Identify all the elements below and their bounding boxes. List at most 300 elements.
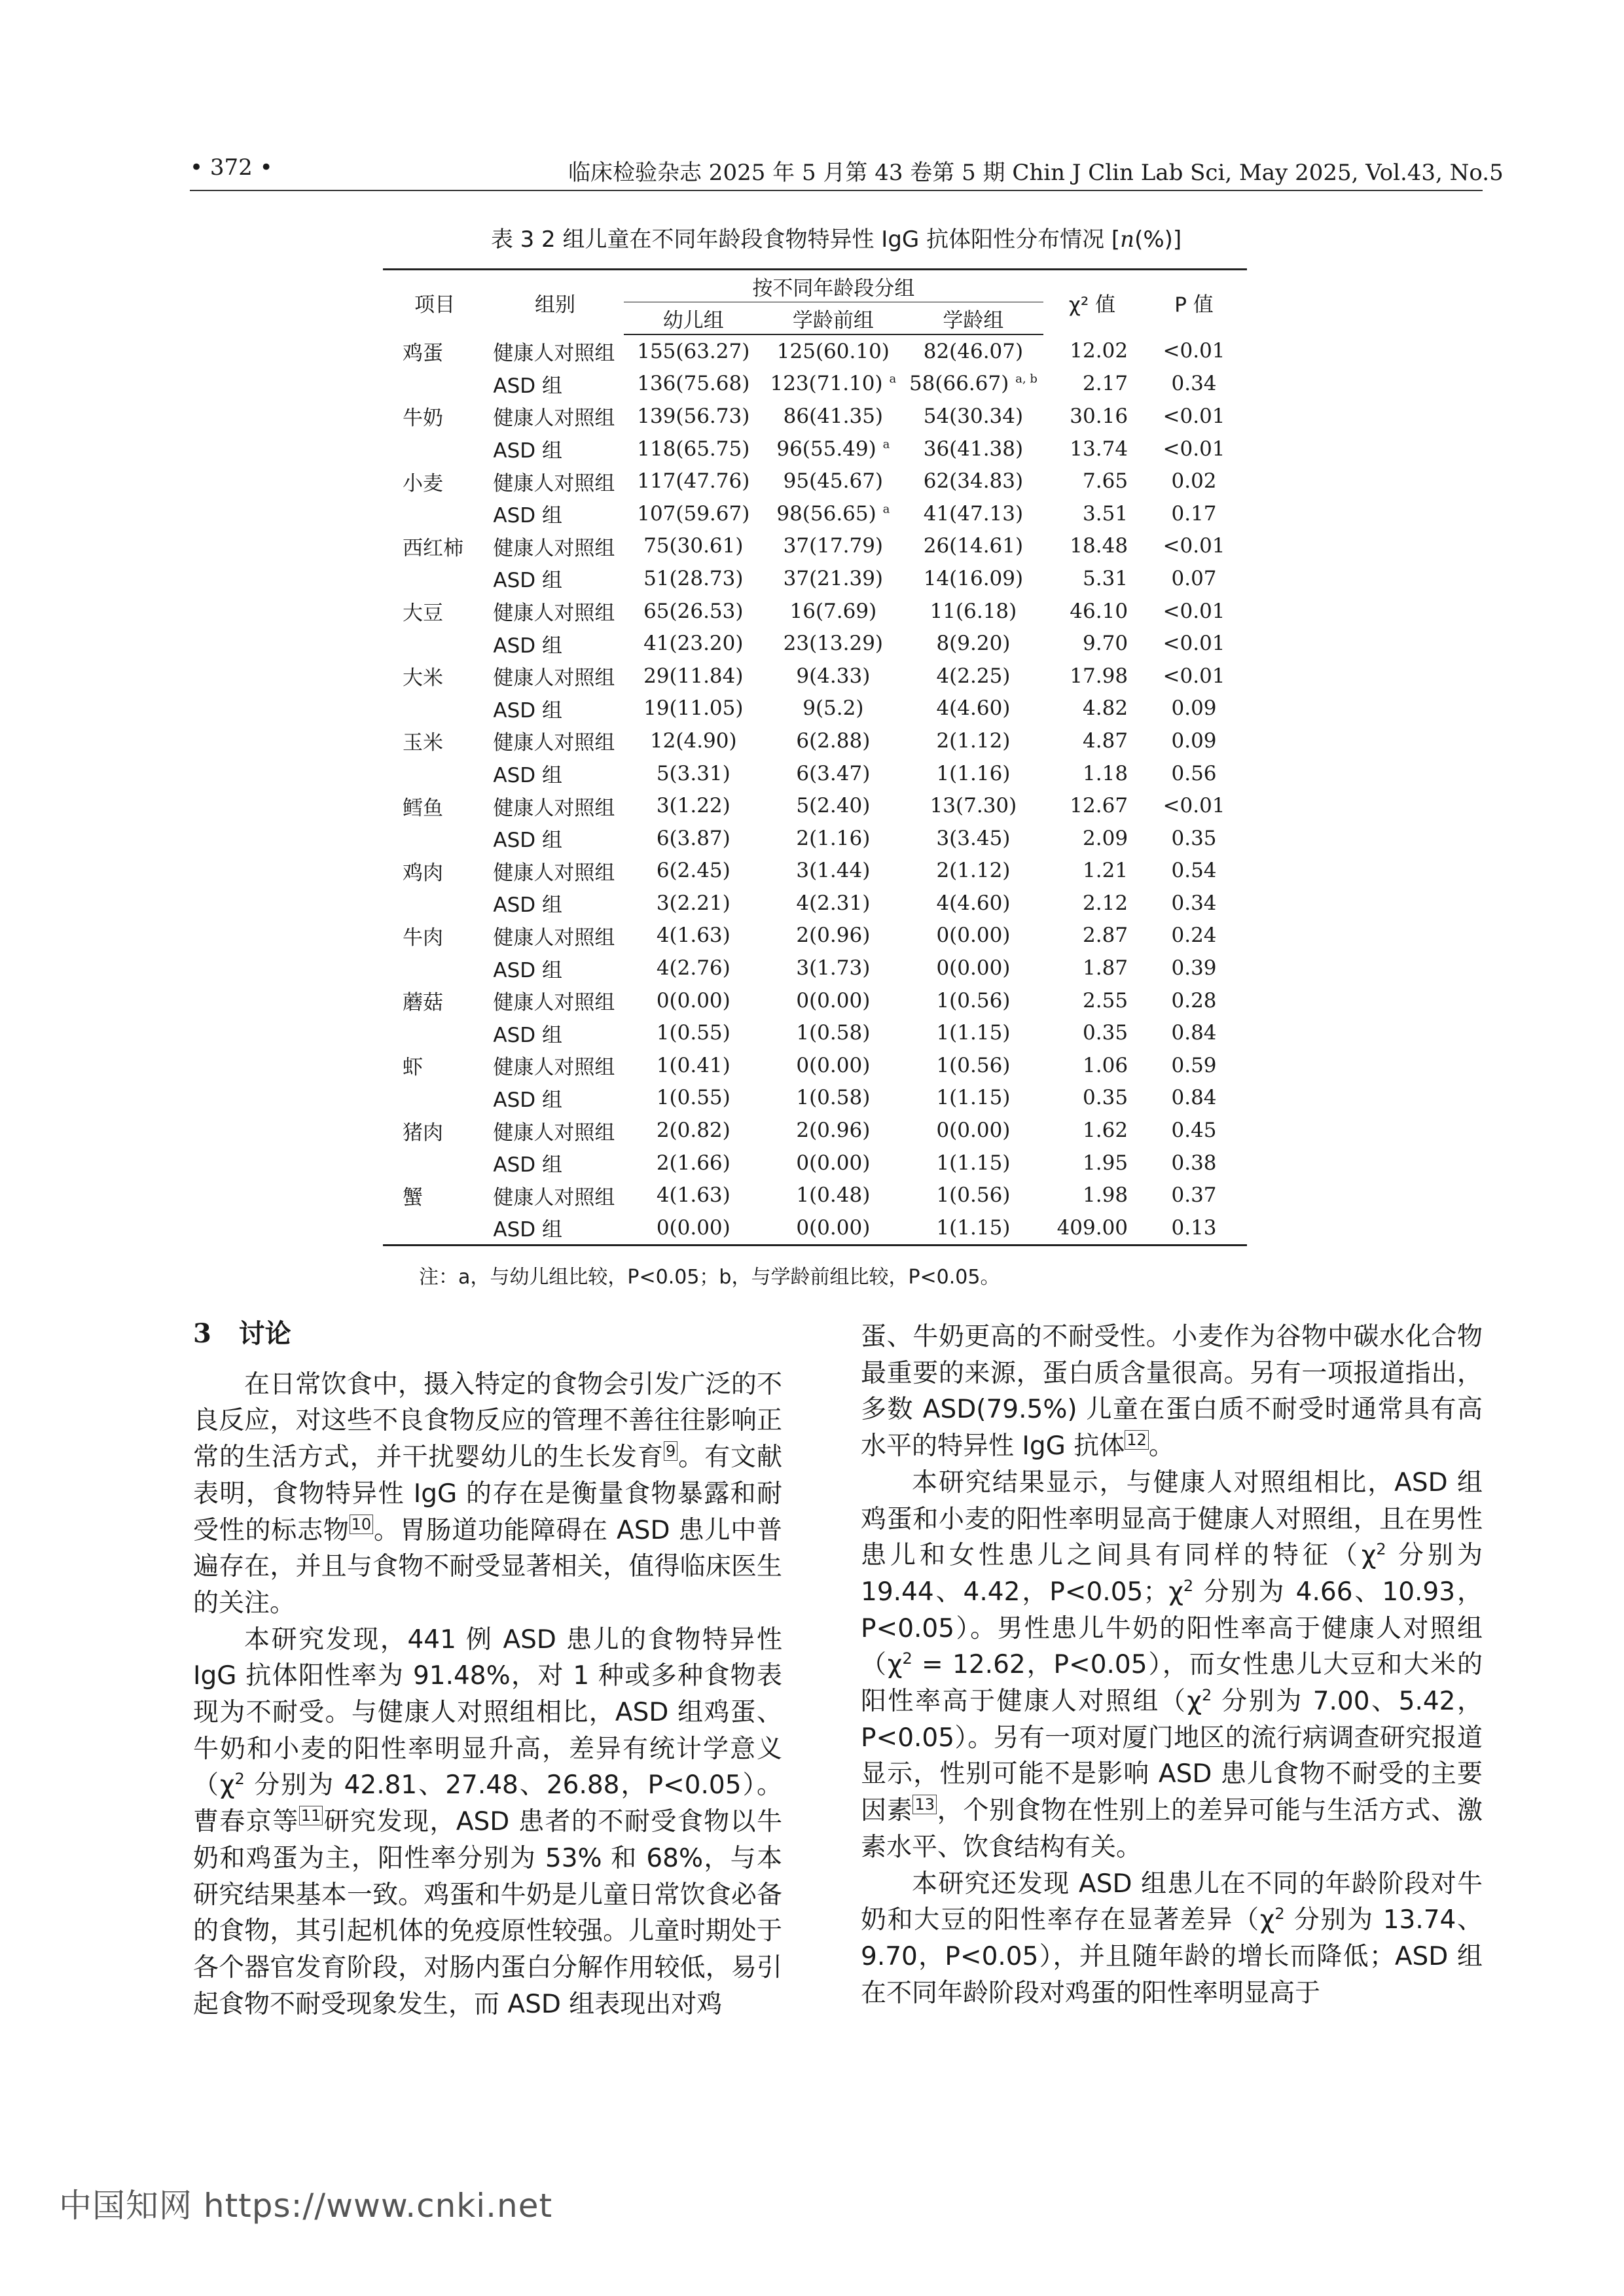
cell-group <box>486 1082 623 1115</box>
cell-preschool <box>763 789 903 822</box>
cell-school-value: 1(0.56) <box>936 1053 1011 1077</box>
cell-chi-square-value: 12.67 <box>1070 794 1128 818</box>
cell-chi-square <box>1043 1179 1141 1211</box>
citation-11[interactable]: 11 <box>299 1806 323 1825</box>
cell-school <box>903 725 1043 757</box>
cell-chi-square-value: 1.98 <box>1083 1183 1128 1208</box>
cell-group <box>486 1211 623 1245</box>
cell-p-value-value: 0.02 <box>1171 469 1217 493</box>
r2-text-d: = 12.62，P<0.05），而女性患儿大豆和大米的阳性率高于健康人对照组（χ <box>861 1650 1483 1717</box>
cell-group-value: 健康人对照组 <box>493 666 615 691</box>
cell-school <box>903 400 1043 433</box>
paragraph-r3 <box>861 1866 1483 2012</box>
cell-school <box>903 1016 1043 1049</box>
cell-toddler-value: 29(11.84) <box>643 664 744 688</box>
cell-p-value <box>1141 920 1247 952</box>
r3-text-b: 分别为 13.74、9.70，P<0.05），并且随年龄的增长而降低；ASD 组在不同年龄阶段对鸡蛋的阳性率明显高于 <box>861 1905 1483 2008</box>
cell-chi-square <box>1043 1211 1141 1245</box>
cell-p-value-value: 0.09 <box>1171 728 1217 753</box>
cell-toddler <box>624 562 763 595</box>
table-row <box>383 757 1247 790</box>
cell-chi-square <box>1043 725 1141 757</box>
header-item: 项目 <box>383 270 486 335</box>
cell-preschool-value: 23(13.29) <box>783 632 884 656</box>
r1-text-b: 。 <box>1148 1431 1174 1462</box>
cell-p-value <box>1141 334 1247 368</box>
cell-preschool <box>763 920 903 952</box>
cell-group-value: ASD 组 <box>493 374 562 398</box>
cell-group-value: ASD 组 <box>493 1153 562 1177</box>
cell-toddler-value: 139(56.73) <box>637 404 750 428</box>
cell-toddler-value: 118(65.75) <box>637 437 750 461</box>
cell-group-value: 健康人对照组 <box>493 1121 615 1145</box>
cell-preschool-value: 0(0.00) <box>796 988 871 1013</box>
cell-group-value: 健康人对照组 <box>493 991 615 1015</box>
cell-group-value: ASD 组 <box>493 569 562 593</box>
cell-group-value: 健康人对照组 <box>493 341 615 365</box>
cell-chi-square-value: 13.74 <box>1070 437 1128 461</box>
cell-chi-square <box>1043 433 1141 465</box>
cell-item <box>383 465 486 497</box>
superscript-2: 2 <box>1274 1905 1285 1924</box>
cell-preschool <box>763 1016 903 1049</box>
cell-p-value-value: 0.24 <box>1171 924 1217 948</box>
cell-group <box>486 692 623 725</box>
cell-preschool <box>763 952 903 984</box>
cell-preschool-value: 3(1.73) <box>796 956 871 980</box>
cell-preschool-value: 86(41.35) <box>783 404 884 428</box>
cell-preschool <box>763 530 903 563</box>
table-row <box>383 725 1247 757</box>
cell-chi-square <box>1043 595 1141 628</box>
cell-item-value: 鸡蛋 <box>403 341 443 365</box>
cell-toddler-value: 5(3.31) <box>656 761 731 785</box>
cell-p-value-value: <0.01 <box>1163 599 1225 623</box>
cell-chi-square <box>1043 1082 1141 1115</box>
cell-group <box>486 1179 623 1211</box>
cell-p-value <box>1141 1179 1247 1211</box>
cell-toddler <box>624 692 763 725</box>
cell-chi-square <box>1043 1016 1141 1049</box>
cell-school <box>903 1211 1043 1245</box>
cell-item <box>383 660 486 692</box>
cell-preschool <box>763 433 903 465</box>
cell-toddler <box>624 1147 763 1179</box>
cell-chi-square-value: 1.87 <box>1083 956 1128 980</box>
cell-chi-square-value: 4.82 <box>1083 696 1128 721</box>
cell-school-value: 14(16.09) <box>923 566 1024 590</box>
cell-preschool-value: 1(0.48) <box>796 1183 871 1208</box>
cell-item-value: 牛肉 <box>403 925 443 950</box>
cell-chi-square <box>1043 757 1141 790</box>
cell-school <box>903 530 1043 563</box>
cell-item <box>383 1016 486 1049</box>
cell-preschool <box>763 368 903 401</box>
cell-group <box>486 757 623 790</box>
cell-school-value: 0(0.00) <box>936 924 1011 948</box>
citation-12[interactable]: 12 <box>1125 1430 1149 1450</box>
cell-item-value: 蘑菇 <box>403 991 443 1015</box>
cell-school <box>903 692 1043 725</box>
cell-chi-square <box>1043 530 1141 563</box>
cell-preschool-value: 125(60.10) <box>776 339 890 363</box>
cell-chi-square <box>1043 855 1141 888</box>
table-title-prefix: 表 3 2 组儿童在不同年龄段食物特异性 IgG 抗体阳性分布情况 [ <box>490 226 1121 253</box>
cell-item-value: 牛奶 <box>403 406 443 431</box>
cell-item <box>383 497 486 530</box>
cell-toddler-value: 2(0.82) <box>656 1119 731 1143</box>
cell-toddler-value: 1(0.55) <box>656 1086 731 1110</box>
cell-preschool <box>763 1147 903 1179</box>
cell-p-value-value: 0.07 <box>1171 566 1217 590</box>
cell-toddler-value: 4(2.76) <box>656 956 731 980</box>
cell-item-value: 鳕鱼 <box>403 796 443 820</box>
cell-school-value: 41(47.13) <box>923 501 1024 526</box>
cell-toddler <box>624 465 763 497</box>
cell-p-value <box>1141 1114 1247 1147</box>
significance-mark: a <box>889 372 897 387</box>
r2-text-f: ，个别食物在性别上的差异可能与生活方式、激素水平、饮食结构有关。 <box>861 1796 1483 1862</box>
p1-text-a: 在日常饮食中，摄入特定的食物会引发广泛的不良反应，对这些不良食物反应的管理不善往往影响正常的生活方式，并干扰婴幼儿的生长发育 <box>193 1369 782 1473</box>
cell-item <box>383 595 486 628</box>
cell-group-value: ASD 组 <box>493 764 562 788</box>
superscript-2: 2 <box>234 1770 245 1789</box>
cell-toddler-value: 51(28.73) <box>643 566 744 590</box>
superscript-2: 2 <box>902 1649 912 1668</box>
cell-p-value-value: 0.56 <box>1171 761 1217 785</box>
cell-p-value <box>1141 530 1247 563</box>
cell-chi-square-value: 0.35 <box>1083 1086 1128 1110</box>
cell-group <box>486 984 623 1017</box>
cell-chi-square-value: 3.51 <box>1083 501 1128 526</box>
page-number: • 372 • <box>190 154 273 181</box>
cell-p-value-value: 0.34 <box>1171 891 1217 915</box>
cell-group-value: 健康人对照组 <box>493 796 615 820</box>
cell-p-value-value: 0.38 <box>1171 1151 1217 1175</box>
cell-item <box>383 1179 486 1211</box>
cell-chi-square <box>1043 497 1141 530</box>
cell-chi-square-value: 2.17 <box>1083 372 1128 396</box>
table-title-n: n <box>1120 226 1135 253</box>
cell-p-value <box>1141 757 1247 790</box>
cell-group <box>486 1147 623 1179</box>
cell-school <box>903 465 1043 497</box>
cell-school <box>903 497 1043 530</box>
cell-group-value: 健康人对照组 <box>493 925 615 950</box>
cell-toddler <box>624 984 763 1017</box>
cell-item <box>383 530 486 563</box>
table-row <box>383 887 1247 920</box>
cell-group <box>486 789 623 822</box>
cell-group-value: 健康人对照组 <box>493 1185 615 1210</box>
cell-p-value <box>1141 660 1247 692</box>
table-row <box>383 984 1247 1017</box>
cell-group <box>486 822 623 855</box>
cell-item-value: 小麦 <box>403 471 443 495</box>
cell-group <box>486 627 623 660</box>
cell-chi-square <box>1043 920 1141 952</box>
cell-school-value: 1(1.15) <box>936 1021 1011 1045</box>
cell-item <box>383 433 486 465</box>
cell-group-value: ASD 组 <box>493 1023 562 1047</box>
cell-toddler <box>624 368 763 401</box>
cell-p-value <box>1141 725 1247 757</box>
cell-p-value <box>1141 984 1247 1017</box>
header-school: 学龄组 <box>903 302 1043 335</box>
cell-item-value: 西红柿 <box>403 536 463 560</box>
cell-chi-square <box>1043 887 1141 920</box>
r2-text-c: 分别为 4.66、10.93，P<0.05）。男性患儿牛奶的阳性率高于健康人对照组（χ <box>861 1577 1483 1680</box>
cell-p-value-value: 0.45 <box>1171 1119 1217 1143</box>
cell-toddler-value: 1(0.41) <box>656 1053 731 1077</box>
cell-toddler-value: 2(1.66) <box>656 1151 731 1175</box>
cell-preschool-value: 123(71.10) <box>770 372 883 396</box>
cell-group-value: 健康人对照组 <box>493 861 615 885</box>
cell-group-value: 健康人对照组 <box>493 471 615 495</box>
cell-school-value: 54(30.34) <box>923 404 1024 428</box>
cell-preschool <box>763 400 903 433</box>
left-column <box>193 1316 782 2022</box>
cell-preschool-value: 1(0.58) <box>796 1086 871 1110</box>
cell-school <box>903 1114 1043 1147</box>
table-note: 注：a，与幼儿组比较，P<0.05；b，与学龄前组比较，P<0.05。 <box>419 1266 1000 1289</box>
cell-group <box>486 887 623 920</box>
cell-toddler-value: 155(63.27) <box>637 339 750 363</box>
cell-chi-square-value: 1.21 <box>1083 859 1128 883</box>
cell-group-value: 健康人对照组 <box>493 536 615 560</box>
cell-p-value <box>1141 1049 1247 1082</box>
cell-preschool-value: 2(1.16) <box>796 826 871 850</box>
cell-group-value: ASD 组 <box>493 958 562 982</box>
cell-toddler <box>624 433 763 465</box>
cell-school <box>903 887 1043 920</box>
cell-item <box>383 725 486 757</box>
cell-chi-square <box>1043 789 1141 822</box>
cell-toddler <box>624 757 763 790</box>
cell-preschool <box>763 660 903 692</box>
cell-group <box>486 660 623 692</box>
cell-chi-square <box>1043 952 1141 984</box>
cell-toddler-value: 1(0.55) <box>656 1021 731 1045</box>
cell-preschool <box>763 1211 903 1245</box>
cell-p-value-value: 0.28 <box>1171 988 1217 1013</box>
cell-school-value: 3(3.45) <box>936 826 1011 850</box>
cell-school-value: 58(66.67) <box>909 372 1009 396</box>
cell-p-value-value: 0.09 <box>1171 696 1217 721</box>
citation-13[interactable]: 13 <box>912 1795 937 1814</box>
cell-item <box>383 1114 486 1147</box>
cell-item <box>383 887 486 920</box>
cell-group-value: 健康人对照组 <box>493 601 615 626</box>
section-title: 讨论 <box>238 1318 291 1349</box>
table-row <box>383 334 1247 368</box>
cell-school <box>903 920 1043 952</box>
cell-chi-square <box>1043 334 1141 368</box>
table-row <box>383 368 1247 401</box>
table-row <box>383 562 1247 595</box>
cell-toddler-value: 4(1.63) <box>656 1183 731 1208</box>
paragraph-r1 <box>861 1319 1483 1465</box>
cell-preschool-value: 96(55.49) <box>776 437 876 461</box>
cell-school <box>903 1049 1043 1082</box>
cell-chi-square-value: 4.87 <box>1083 728 1128 753</box>
table-row <box>383 400 1247 433</box>
cell-school <box>903 562 1043 595</box>
cell-school-value: 4(4.60) <box>936 696 1011 721</box>
cell-p-value-value: <0.01 <box>1163 437 1225 461</box>
header-p-value: P 值 <box>1141 270 1247 335</box>
cell-group-value: ASD 组 <box>493 1088 562 1112</box>
cell-preschool <box>763 757 903 790</box>
cell-school-value: 1(0.56) <box>936 988 1011 1013</box>
cell-p-value-value: <0.01 <box>1163 404 1225 428</box>
r2-text-a: 本研究结果显示，与健康人对照组相比，ASD 组鸡蛋和小麦的阳性率明显高于健康人对照组，且在男性患儿和女性患儿之间具有同样的特征（χ <box>861 1467 1483 1571</box>
cell-preschool <box>763 984 903 1017</box>
cell-p-value-value: <0.01 <box>1163 794 1225 818</box>
cell-item <box>383 952 486 984</box>
cell-toddler <box>624 1082 763 1115</box>
cell-p-value-value: 0.17 <box>1171 501 1217 526</box>
cell-chi-square <box>1043 660 1141 692</box>
cell-item-value: 蟹 <box>403 1185 423 1210</box>
cell-preschool-value: 37(17.79) <box>783 534 884 558</box>
cell-group-value: ASD 组 <box>493 504 562 528</box>
table-row <box>383 1147 1247 1179</box>
cell-toddler-value: 41(23.20) <box>643 632 744 656</box>
cell-school <box>903 757 1043 790</box>
paragraph-r2 <box>861 1465 1483 1866</box>
cell-p-value <box>1141 822 1247 855</box>
cell-toddler-value: 3(1.22) <box>656 794 731 818</box>
cell-school-value: 4(2.25) <box>936 664 1011 688</box>
cell-preschool-value: 98(56.65) <box>776 501 876 526</box>
cell-school-value: 62(34.83) <box>923 469 1024 493</box>
cell-school <box>903 1082 1043 1115</box>
header-rule <box>190 190 1483 191</box>
cell-p-value <box>1141 595 1247 628</box>
r2-text-e: 分别为 7.00、5.42，P<0.05）。另有一项对厦门地区的流行病调查研究报道显示，性别可能不是影响 ASD 患儿食物不耐受的主要因素 <box>861 1687 1483 1826</box>
p1-text-b: 。有文献表明，食物特异性 IgG 的存在是衡量食物暴露和耐受性的标志物 <box>193 1443 782 1545</box>
paragraph-1 <box>193 1367 782 1622</box>
cell-group-value: 健康人对照组 <box>493 1056 615 1080</box>
cell-item <box>383 1211 486 1245</box>
cell-toddler <box>624 887 763 920</box>
cell-school-value: 26(14.61) <box>923 534 1024 558</box>
significance-mark: a <box>882 437 890 452</box>
cell-toddler-value: 12(4.90) <box>649 728 737 753</box>
cell-chi-square-value: 18.48 <box>1070 534 1128 558</box>
cell-toddler <box>624 1114 763 1147</box>
paragraph-2 <box>193 1622 782 2023</box>
cell-p-value <box>1141 400 1247 433</box>
right-column <box>861 1319 1483 2011</box>
cell-p-value <box>1141 465 1247 497</box>
cell-group-value: ASD 组 <box>493 439 562 463</box>
p2-text-a: 本研究发现，441 例 ASD 患儿的食物特异性 IgG 抗体阳性率为 91.48%，对 1 种或多种食物表现为不耐受。与健康人对照组相比，ASD 组鸡蛋、牛奶和小麦的阳性率明显升高，差异有统计学意义（χ <box>193 1624 782 1801</box>
cell-toddler-value: 4(1.63) <box>656 924 731 948</box>
citation-9[interactable]: 9 <box>664 1441 677 1461</box>
cell-school <box>903 334 1043 368</box>
cell-group <box>486 1114 623 1147</box>
cell-toddler-value: 6(3.87) <box>656 826 731 850</box>
cell-preschool-value: 6(3.47) <box>796 761 871 785</box>
cell-chi-square <box>1043 627 1141 660</box>
cell-school <box>903 660 1043 692</box>
cell-chi-square-value: 9.70 <box>1083 632 1128 656</box>
cell-chi-square-value: 1.62 <box>1083 1119 1128 1143</box>
citation-10[interactable]: 10 <box>350 1515 374 1534</box>
cell-group <box>486 400 623 433</box>
cell-group <box>486 334 623 368</box>
r2-text-b: 分别为 19.44、4.42，P<0.05；χ <box>861 1541 1483 1607</box>
table-title <box>190 221 1483 253</box>
cell-item <box>383 920 486 952</box>
cell-toddler <box>624 952 763 984</box>
cell-toddler-value: 3(2.21) <box>656 891 731 915</box>
cell-item <box>383 1049 486 1082</box>
cell-toddler-value: 0(0.00) <box>656 988 731 1013</box>
cell-group <box>486 595 623 628</box>
cell-p-value <box>1141 952 1247 984</box>
journal-header: 临床检验杂志 2025 年 5 月第 43 卷第 5 期 Chin J Clin Lab Sci, May 2025, Vol.43, No.5 <box>568 160 1504 186</box>
cell-preschool <box>763 1082 903 1115</box>
cell-preschool-value: 1(0.58) <box>796 1021 871 1045</box>
cell-item <box>383 692 486 725</box>
cell-item-value: 玉米 <box>403 731 443 755</box>
cell-preschool-value: 3(1.44) <box>796 859 871 883</box>
table-row <box>383 465 1247 497</box>
cell-toddler <box>624 400 763 433</box>
table-row <box>383 952 1247 984</box>
table-row <box>383 1016 1247 1049</box>
cell-school <box>903 984 1043 1017</box>
cell-preschool-value: 0(0.00) <box>796 1215 871 1240</box>
section-heading <box>193 1316 782 1352</box>
cell-preschool-value: 2(0.96) <box>796 1119 871 1143</box>
cell-chi-square <box>1043 1147 1141 1179</box>
cell-toddler <box>624 725 763 757</box>
cell-group-value: ASD 组 <box>493 698 562 723</box>
cell-item-value: 猪肉 <box>403 1121 443 1145</box>
cell-chi-square-value: 17.98 <box>1070 664 1128 688</box>
cell-toddler <box>624 660 763 692</box>
cell-p-value <box>1141 433 1247 465</box>
cell-toddler <box>624 530 763 563</box>
cell-group <box>486 920 623 952</box>
table-title-suffix: (%)] <box>1134 226 1182 253</box>
table-row <box>383 1179 1247 1211</box>
cell-school-value: 1(1.15) <box>936 1215 1011 1240</box>
cell-group <box>486 1049 623 1082</box>
cell-group <box>486 855 623 888</box>
cell-chi-square <box>1043 1049 1141 1082</box>
cell-p-value-value: 0.54 <box>1171 859 1217 883</box>
cell-preschool <box>763 595 903 628</box>
cell-chi-square <box>1043 562 1141 595</box>
cell-school <box>903 952 1043 984</box>
cell-school-value: 8(9.20) <box>936 632 1011 656</box>
table-row <box>383 855 1247 888</box>
cell-school <box>903 368 1043 401</box>
table-row <box>383 530 1247 563</box>
cell-toddler <box>624 1016 763 1049</box>
superscript-2: 2 <box>1183 1576 1194 1595</box>
cell-school-value: 1(0.56) <box>936 1183 1011 1208</box>
cell-chi-square-value: 7.65 <box>1083 469 1128 493</box>
cell-group <box>486 562 623 595</box>
cell-group-value: ASD 组 <box>493 893 562 918</box>
cell-chi-square <box>1043 822 1141 855</box>
